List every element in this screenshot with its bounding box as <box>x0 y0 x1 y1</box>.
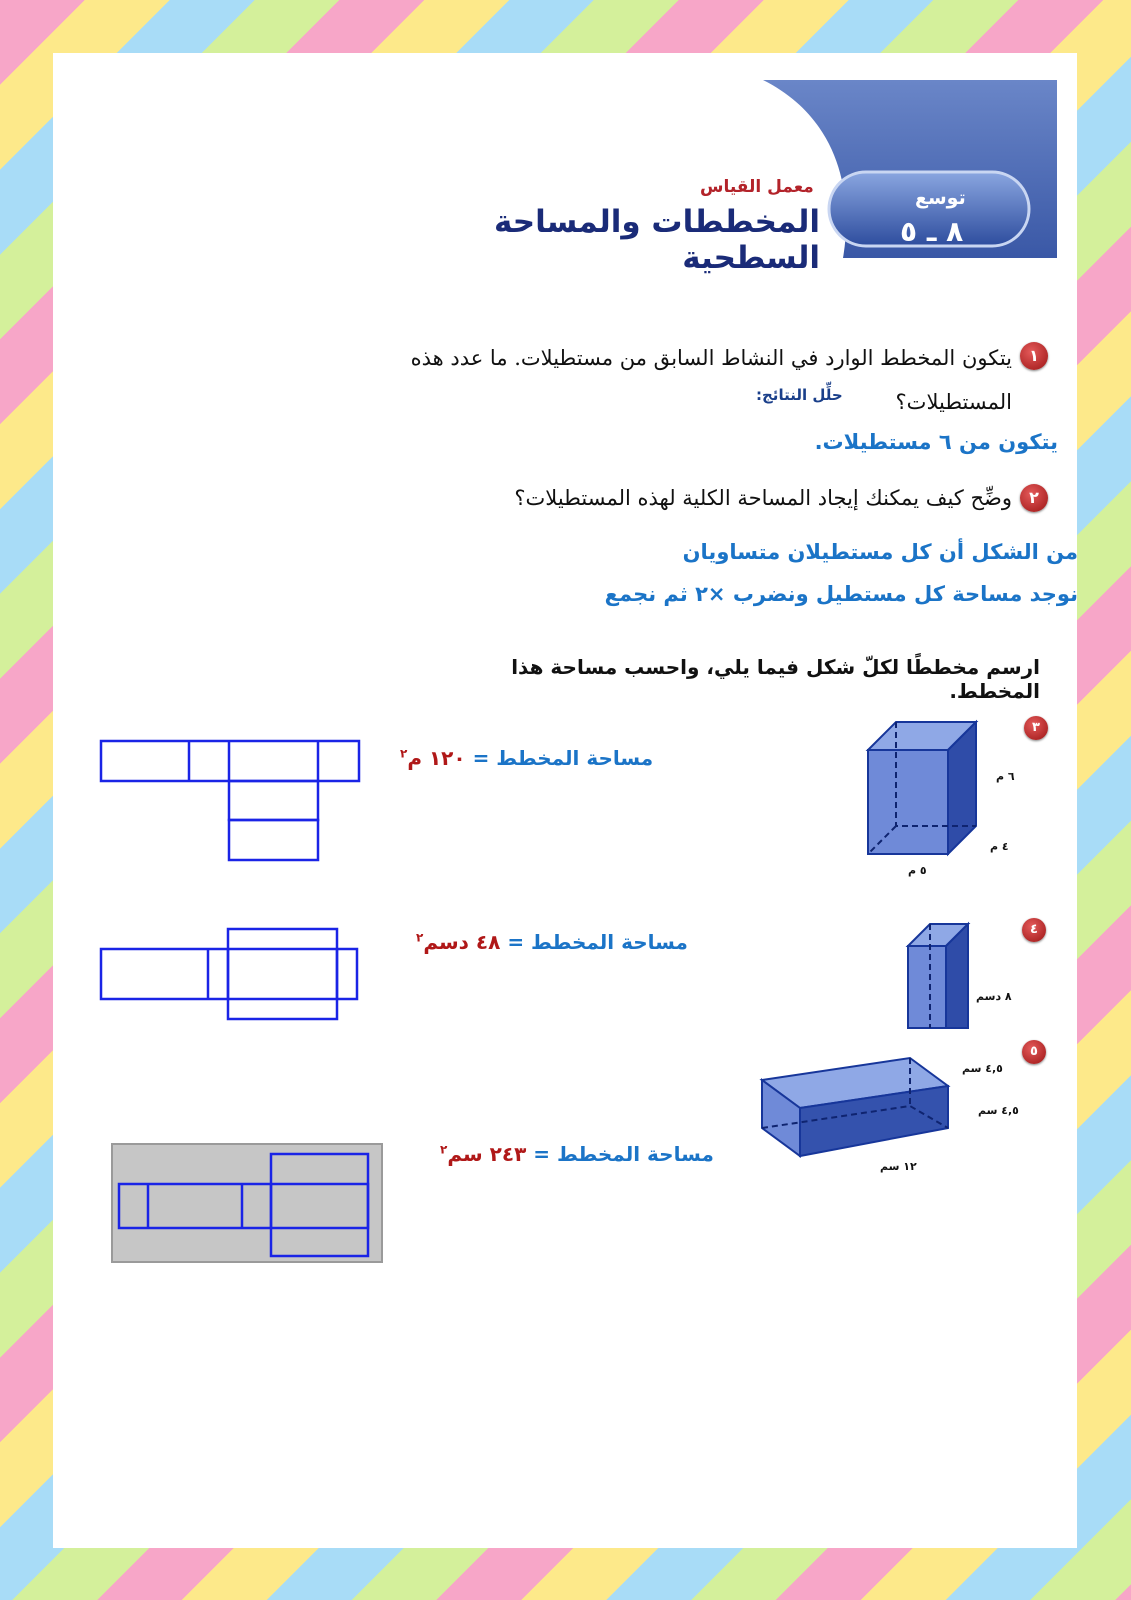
question-1-answer: يتكون من ٦ مستطيلات. <box>814 430 1058 454</box>
equals-sign: = <box>533 1142 551 1166</box>
exercise-3-height: ٦ م <box>996 770 1015 783</box>
page-title: المخططات والمساحة السطحية <box>493 204 820 276</box>
exercise-3-area <box>400 746 653 770</box>
area-power: ٢ <box>400 746 408 761</box>
question-1-hint: حلِّل النتائج: <box>756 386 843 404</box>
area-power: ٢ <box>440 1142 448 1157</box>
area-label: مساحة المخطط <box>531 930 688 954</box>
area-label: مساحة المخطط <box>556 1142 714 1166</box>
question-2-answer-line-1: من الشكل أن كل مستطيلان متساويان <box>682 540 1078 564</box>
exercise-5-badge: ٥ <box>1022 1040 1046 1064</box>
area-power: ٢ <box>416 930 424 945</box>
area-unit: م <box>407 746 422 770</box>
equals-sign: = <box>472 746 490 770</box>
area-unit: دسم <box>423 930 469 954</box>
badge-label: توسع <box>915 187 966 209</box>
exercise-5-prism <box>760 1056 956 1160</box>
exercise-4-area <box>416 930 688 954</box>
exercise-5-depth: ٤,٥ سم <box>962 1062 1003 1075</box>
exercise-3-prism <box>860 722 990 862</box>
badge-number: ٨ ـ ٥ <box>900 215 964 248</box>
exercise-4-badge: ٤ <box>1022 918 1046 942</box>
exercise-3-badge: ٣ <box>1024 716 1048 740</box>
area-value: ٤٨ <box>475 930 501 954</box>
section-kicker: معمل القياس <box>700 177 814 197</box>
instruction: ارسم مخططًا لكلّ شكل فيما يلي، واحسب مساحة هذا المخطط. <box>511 655 1040 703</box>
area-value: ٢٤٣ <box>489 1142 527 1166</box>
exercise-5-area <box>440 1142 714 1166</box>
exercise-4-prism <box>904 922 974 1030</box>
question-1-badge: ١ <box>1020 342 1048 370</box>
question-2-badge: ٢ <box>1020 484 1048 512</box>
exercise-3-depth: ٤ م <box>990 840 1009 853</box>
question-2-text: وضِّح كيف يمكنك إيجاد المساحة الكلية لهذه المستطيلات؟ <box>514 486 1012 510</box>
exercise-3-net <box>100 740 360 862</box>
question-2-answer-line-2: نوجد مساحة كل مستطيل ونضرب ×٢ ثم نجمع <box>604 582 1078 606</box>
exercise-5-height: ٤,٥ سم <box>978 1104 1019 1117</box>
exercise-4-net <box>100 928 360 1022</box>
area-value: ١٢٠ <box>428 746 466 770</box>
exercise-5-length: ١٢ سم <box>880 1160 917 1173</box>
area-unit: سم <box>447 1142 483 1166</box>
exercise-3-width: ٥ م <box>908 864 927 877</box>
exercise-5-net <box>112 1144 382 1262</box>
area-label: مساحة المخطط <box>496 746 654 770</box>
question-1-text: يتكون المخطط الوارد في النشاط السابق من مستطيلات. ما عدد هذه المستطيلات؟ <box>410 346 1012 414</box>
exercise-4-height: ٨ دسم <box>976 990 1012 1003</box>
equals-sign: = <box>507 930 525 954</box>
